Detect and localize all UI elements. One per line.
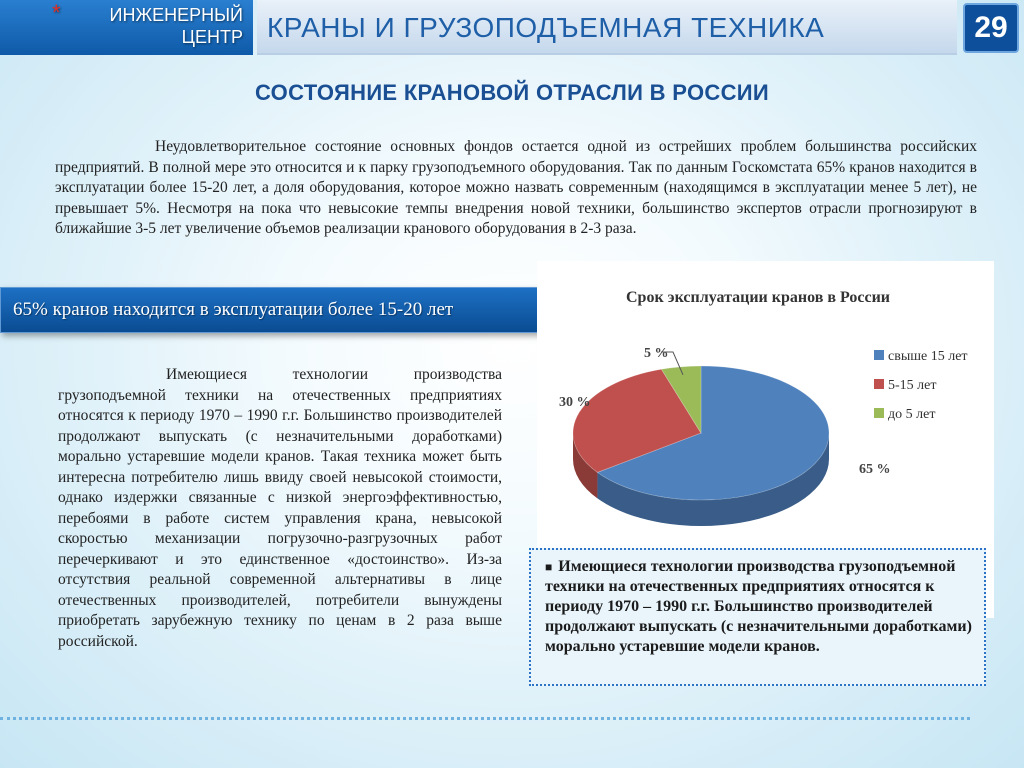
pie-data-label: 30 % — [559, 395, 591, 410]
chart-title: Срок эксплуатации кранов в России — [625, 289, 891, 306]
intro-paragraph: Неудовлетворительное состояние основных фондов остается одной из острейших проблем большинства российских предприятий. В полной мере это относится и к парку грузоподъемного оборудования. Так по данным Госкомстата 65% кранов находится в эксплуатации более 15-20 лет, а доля оборудования, которое можно назвать современным (находящимся в эксплуатации менее 5 лет), не превышает 5%. Несмотря на пока что невысокие темпы внедрения новой техники, большинство экспертов отрасли прогнозируют в ближайшие 3-5 лет увеличение объемов реализации кранового оборудования в 2-3 раза. — [55, 138, 977, 237]
org-logo-block — [0, 0, 253, 55]
pie-data-label: 65 % — [859, 462, 891, 477]
callout-text: Имеющиеся технологии производства грузоподъемной техники на отечественных предприятиях относятся к периоду 1970 – 1990 г.г. Большинство производителей продолжают выпускать (с незначительными доработками) морально устаревшие модели кранов. — [545, 558, 972, 655]
legend-label: свыше 15 лет — [888, 349, 968, 364]
star-icon: * — [52, 0, 61, 25]
legend-label: 5-15 лет — [888, 378, 937, 393]
callout-box — [529, 548, 986, 686]
highlight-banner: 65% кранов находится в эксплуатации более 15-20 лет — [0, 287, 570, 333]
page-number: 29 — [963, 3, 1019, 53]
legend-swatch — [874, 350, 884, 360]
section-title: КРАНЫ И ГРУЗОПОДЪЕМНАЯ ТЕХНИКА — [257, 0, 957, 55]
body-paragraph: Имеющиеся технологии производства грузоподъемной техники на отечественных предприятиях относятся к периоду 1970 – 1990 г.г. Большинство производителей продолжают выпускать (с незначительными доработками) морально устаревшие модели кранов. Такая техника может быть интересна потребителю лишь ввиду своей невысокой стоимости, однако издержки связанные с низкой энергоэффективностью, перебоями в работе систем управления крана, невысокой скоростью механизации погрузочно-разгрузочных работ перечеркивают и это единственное «достоинство». Из-за отсутствия реальной современной альтернативы в лице отечественных производителей, потребители вынуждены приобретать зарубежную технику по ценам в 2 раза выше российской. — [58, 366, 502, 650]
page-heading: СОСТОЯНИЕ КРАНОВОЙ ОТРАСЛИ В РОССИИ — [255, 80, 769, 105]
org-name-line1: ИНЖЕНЕРНЫЙ — [109, 5, 243, 25]
legend-swatch — [874, 408, 884, 418]
pie-slices — [573, 366, 829, 526]
bullet-icon: ■ — [545, 560, 553, 574]
legend-swatch — [874, 379, 884, 389]
chart-legend — [874, 349, 968, 422]
legend-label: до 5 лет — [888, 407, 936, 422]
org-name-line2: ЦЕНТР — [181, 27, 243, 47]
pie-data-label: 5 % — [644, 346, 669, 361]
footer-divider — [0, 717, 970, 720]
